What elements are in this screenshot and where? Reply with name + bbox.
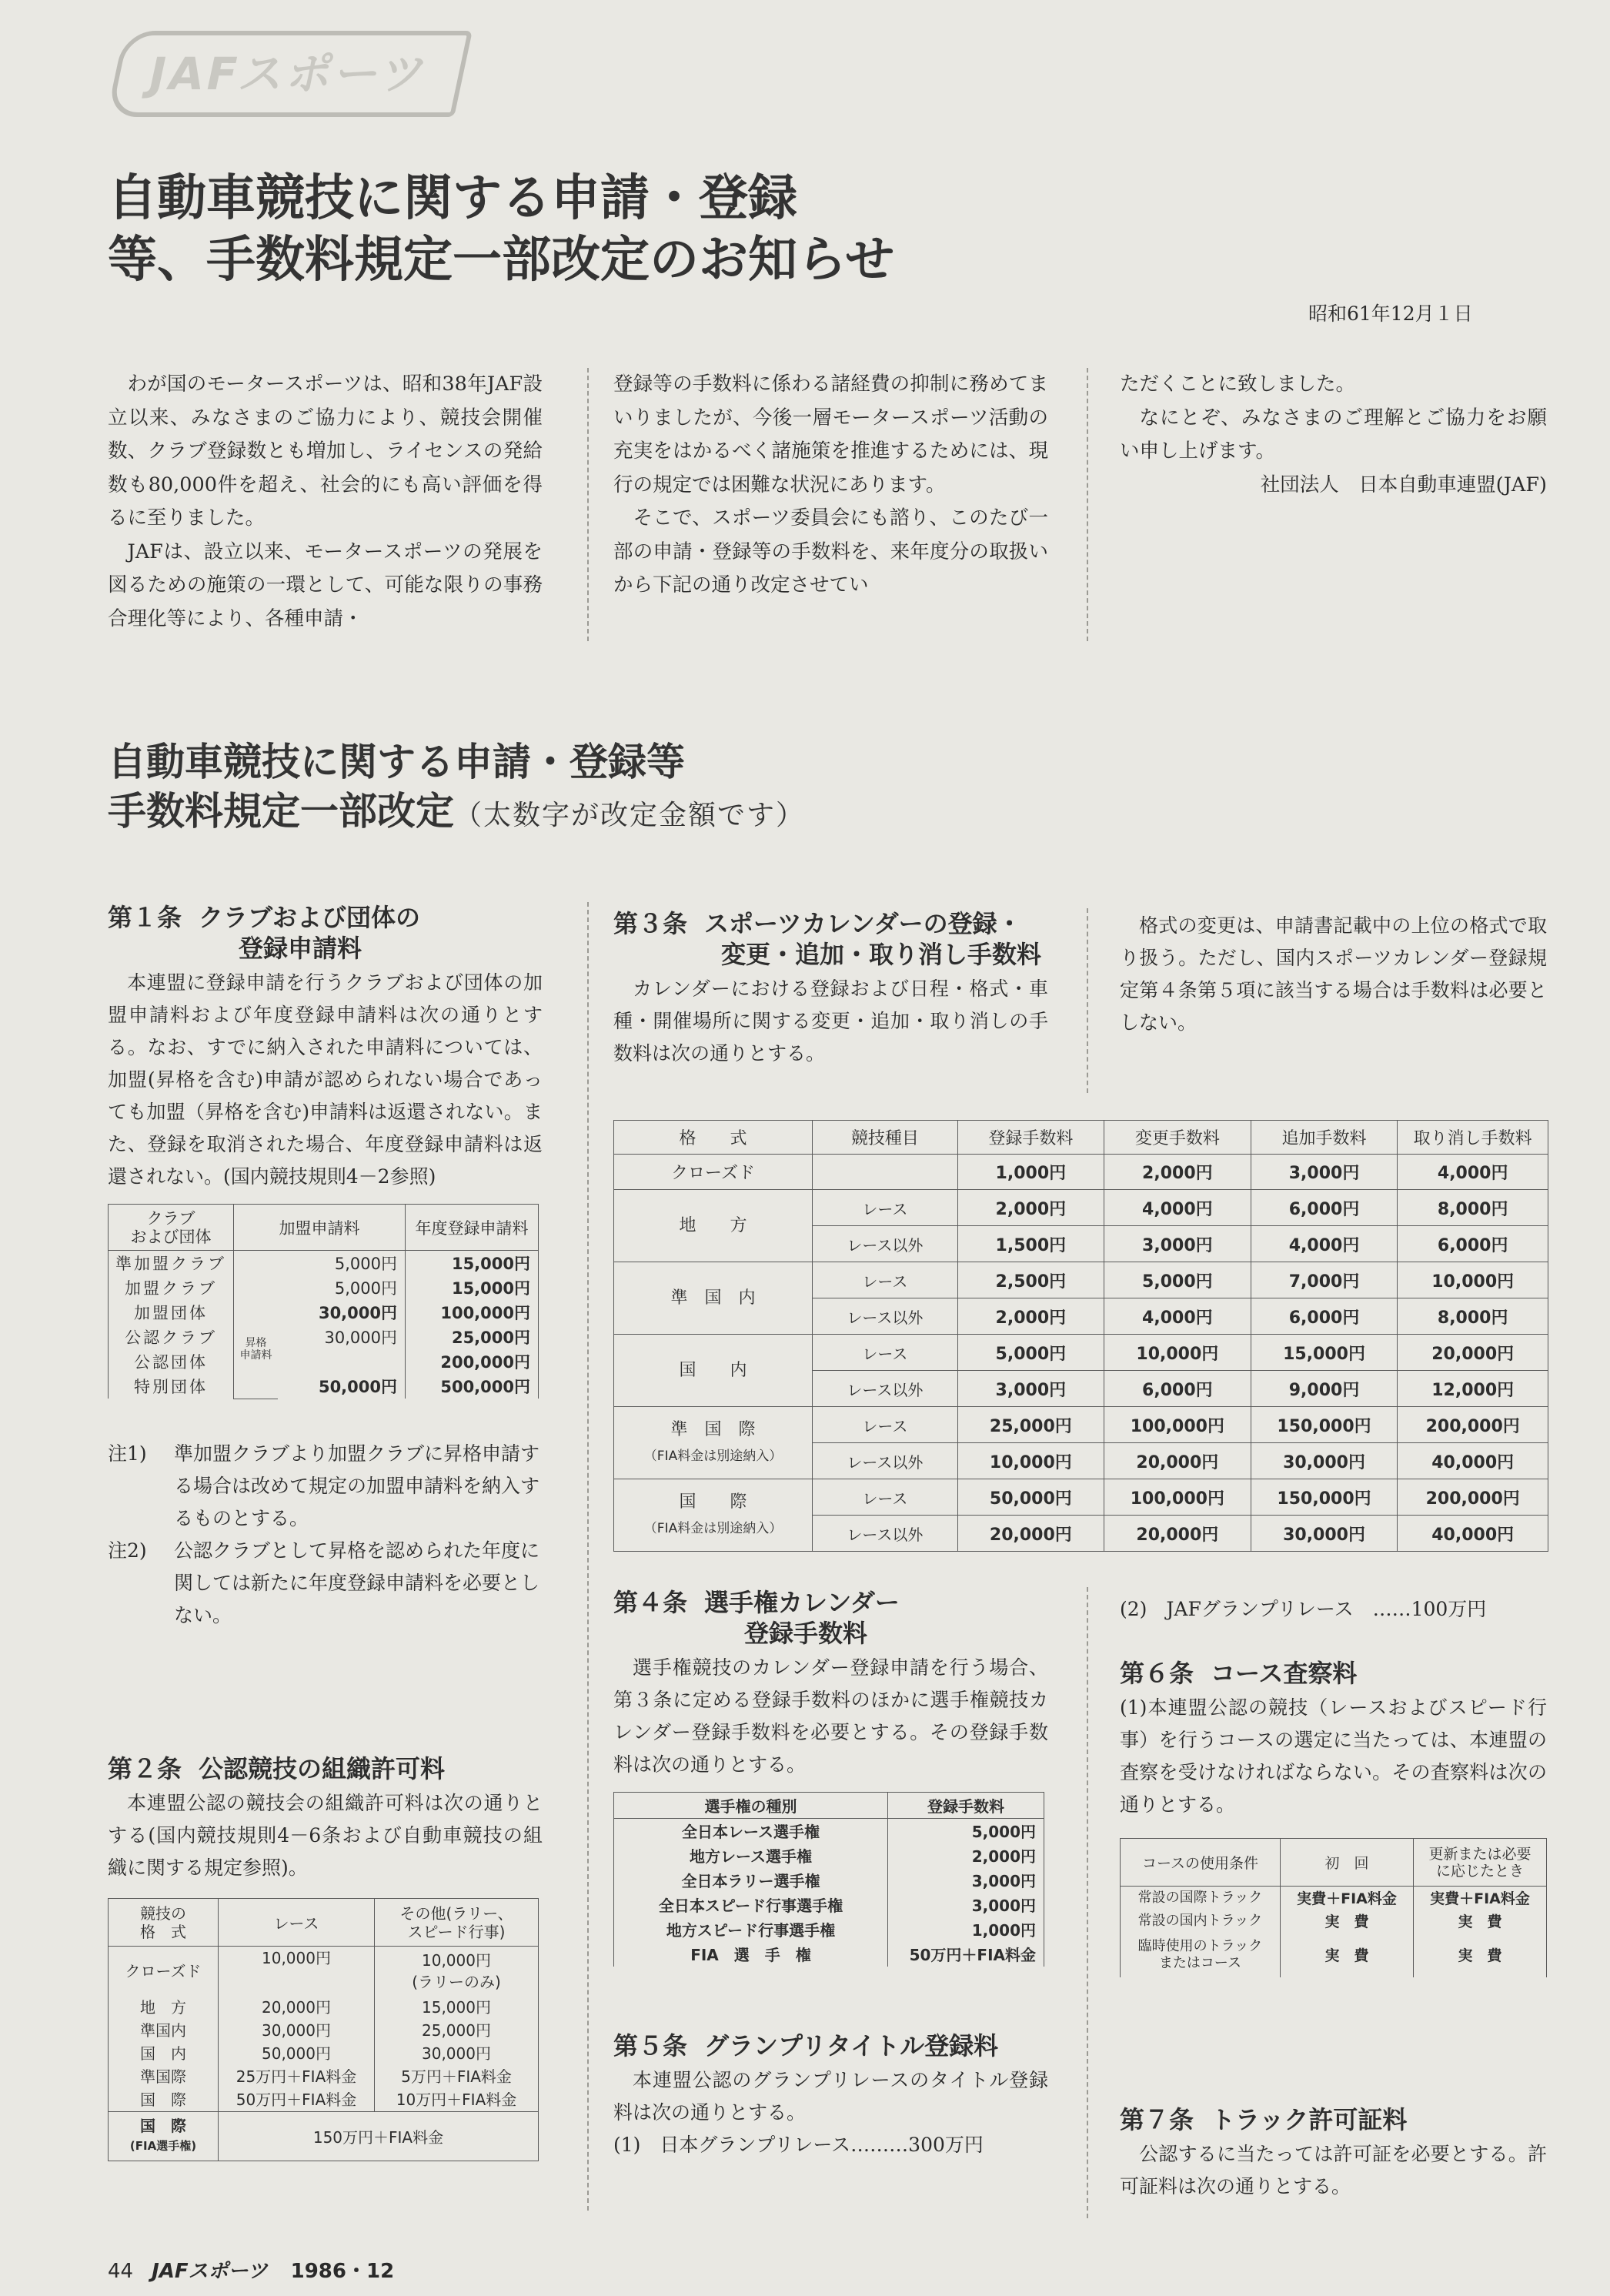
table-cell: 昇格 申請料: [234, 1300, 279, 1399]
article-body: 本連盟に登録申請を行うクラブおよび団体の加盟申請料および年度登録申請料は次の通りとする。なお、すでに納入された申請料については、加盟(昇格を含む)申請が認められない場合であっても加盟（昇格を含む)申請料は返還されない。また、登録を取消された場合、年度登録申請料は返還されない。(国内競技規則4－2参照): [108, 971, 543, 1188]
article-number: 第６条: [1120, 1659, 1194, 1688]
table-header: 格 式: [614, 1121, 813, 1155]
table-cell: レース以外: [813, 1371, 958, 1407]
article-heading: [1120, 2104, 1547, 2135]
note-1: [108, 1438, 543, 1535]
table-cell-text: 地 方: [679, 1215, 747, 1235]
notice-col-2: [613, 368, 1048, 603]
table-cell: 7,000円: [1251, 1262, 1398, 1298]
table-row: [109, 1300, 539, 1325]
table-header: 競技の 格 式: [109, 1899, 219, 1947]
article-number: 第３条: [613, 909, 688, 938]
article-title: コース査察料: [1211, 1659, 1358, 1688]
table-header: クラブ および団体: [109, 1205, 234, 1251]
table-cell: 6,000円: [1251, 1190, 1398, 1226]
table-cell: 9,000円: [1251, 1371, 1398, 1407]
article-heading: [613, 908, 1091, 970]
table-cell: 200,000円: [406, 1349, 539, 1374]
article-body: 格式の変更は、申請書記載中の上位の格式で取り扱う。ただし、国内スポーツカレンダー登録規定第４条第５項に該当する場合は手数料は必要としない。: [1120, 914, 1547, 1034]
table-header: 初 回: [1281, 1839, 1414, 1887]
table-cell: レース: [813, 1335, 958, 1371]
course-inspection-table: [1120, 1838, 1547, 1977]
notice-date: 昭和61年12月１日: [1308, 302, 1473, 325]
list-item: (2) JAFグランプリレース ……100万円: [1120, 1598, 1487, 1620]
article-3: [613, 908, 1091, 1070]
article-heading: [108, 1753, 543, 1784]
table-row: [109, 1325, 539, 1349]
table-row: [614, 1843, 1044, 1868]
article-5: [613, 2030, 1048, 2161]
rules-title-line1: 自動車競技に関する申請・登録等: [108, 740, 685, 784]
article-5-continued: [1120, 1593, 1547, 1626]
table-row: [1121, 1887, 1547, 1910]
table-row: [109, 1374, 539, 1399]
table-header: レース: [219, 1899, 375, 1947]
table-cell: 3,000円: [888, 1868, 1044, 1893]
table-cell: 30,000円: [219, 2019, 375, 2042]
table-cell: 15,000円: [406, 1251, 539, 1276]
table-cell: 常設の国内トラック: [1121, 1910, 1281, 1933]
column-divider: [1087, 368, 1088, 641]
table-header: 登録手数料: [888, 1793, 1044, 1819]
table-cell: 地 方: [109, 1996, 219, 2019]
table-cell: 200,000円: [1398, 1479, 1548, 1516]
table-cell: 20,000円: [219, 1996, 375, 2019]
table-cell: [278, 1349, 406, 1374]
table-cell: レース以外: [813, 1298, 958, 1335]
column-divider: [1087, 908, 1088, 1093]
table-cell: 6,000円: [1251, 1298, 1398, 1335]
table-cell: 50,000円: [219, 2042, 375, 2065]
table-row: [109, 1251, 539, 1276]
table-cell: 5万円＋FIA料金: [375, 2065, 539, 2088]
table-row: [109, 1996, 539, 2019]
article-title-sub: 登録手数料: [744, 1619, 868, 1648]
article-title: 公認競技の組織許可料: [199, 1754, 446, 1783]
article-number: 第１条: [108, 903, 182, 932]
article-heading: [1120, 1658, 1547, 1689]
table-cell: 15,000円: [406, 1275, 539, 1300]
table-cell-text: 国 際: [679, 1492, 747, 1512]
article-3-note: [1120, 910, 1547, 1039]
note-text: 公認クラブとして昇格を認められた年度に関しては新たに年度登録申請料を必要としない。: [174, 1539, 540, 1626]
table-cell: 5,000円: [278, 1251, 406, 1276]
table-cell: 500,000円: [406, 1374, 539, 1399]
table-cell: レース以外: [813, 1443, 958, 1479]
article-title: グランプリタイトル登録料: [704, 2031, 999, 2060]
table-row: [614, 1893, 1044, 1917]
table-cell: 150万円＋FIA料金: [219, 2111, 539, 2161]
table-cell: 4,000円: [1398, 1155, 1548, 1190]
table-cell: 20,000円: [957, 1516, 1104, 1552]
article-body: 公認するに当たっては許可証を必要とする。許可証料は次の通りとする。: [1120, 2143, 1547, 2197]
article-body: 本連盟公認の競技会の組織許可料は次の通りとする(国内競技規則4－6条および自動車競技の組織に関する規定参照)。: [108, 1792, 543, 1879]
table-cell: 2,000円: [888, 1843, 1044, 1868]
table-cell: [234, 1251, 279, 1301]
table-cell: 実 費: [1414, 1910, 1547, 1933]
table-cell: 25万円＋FIA料金: [219, 2065, 375, 2088]
table-cell: 3,000円: [1251, 1155, 1398, 1190]
article-7: [1120, 2104, 1547, 2203]
table-cell: 10万円＋FIA料金: [375, 2088, 539, 2112]
note-text: 準加盟クラブより加盟クラブに昇格申請する場合は改めて規定の加盟申請料を納入するものとする。: [174, 1442, 540, 1529]
notice-paragraph: JAFは、設立以来、モータースポーツの発展を図るための施策の一環として、可能な限りの事務合理化等により、各種申請・: [108, 540, 543, 630]
table-cell: 200,000円: [1398, 1407, 1548, 1443]
column-divider: [587, 902, 589, 2211]
table-cell: レース: [813, 1479, 958, 1516]
article-number: 第４条: [613, 1588, 688, 1617]
article-body: (1)本連盟公認の競技（レースおよびスピード行事）を行うコースの選定に当たっては、本連盟の査察を受けなければならない。その査察料は次の通りとする。: [1120, 1696, 1547, 1816]
table-cell: [109, 2111, 219, 2161]
table-row: [614, 1190, 1548, 1226]
table-cell: [813, 1155, 958, 1190]
table-row: [614, 1868, 1044, 1893]
table-cell: 150,000円: [1251, 1407, 1398, 1443]
table-cell: 3,000円: [1104, 1226, 1251, 1262]
table-cell: レース以外: [813, 1516, 958, 1552]
table-cell: 国 際: [109, 2088, 219, 2112]
table-cell: 4,000円: [1104, 1298, 1251, 1335]
article-number: 第５条: [613, 2031, 688, 2060]
article-body: 本連盟公認のグランプリレースのタイトル登録料は次の通りとする。: [613, 2069, 1048, 2124]
table-row: [109, 1947, 539, 1996]
table-cell: 全日本スピード行事選手権: [614, 1893, 888, 1917]
table-cell: 50,000円: [957, 1479, 1104, 1516]
magazine-name: JAFスポーツ: [152, 2260, 268, 2283]
article-4: [613, 1587, 1048, 1967]
table-cell: 5,000円: [957, 1335, 1104, 1371]
table-cell: レース: [813, 1190, 958, 1226]
table-cell: 30,000円: [278, 1325, 406, 1349]
table-cell: 25,000円: [957, 1407, 1104, 1443]
table-row: [614, 1407, 1548, 1443]
table-cell: 国 内: [109, 2042, 219, 2065]
article-heading: [613, 2030, 1048, 2061]
table-cell-text: 国 際: [140, 2117, 186, 2135]
table-header-row: [614, 1121, 1548, 1155]
table-cell: 15,000円: [1251, 1335, 1398, 1371]
table-cell: 実費＋FIA料金: [1414, 1887, 1547, 1910]
table-cell: 実 費: [1414, 1933, 1547, 1977]
page-number: 44: [108, 2260, 134, 2283]
table-cell: 5,000円: [888, 1819, 1044, 1843]
table-header: その他(ラリー、 スピード行事): [375, 1899, 539, 1947]
notice-col-1: [108, 368, 543, 636]
table-header: 加盟申請料: [234, 1205, 406, 1251]
table-row: [109, 1349, 539, 1374]
table-cell: 常設の国際トラック: [1121, 1887, 1281, 1910]
table-cell-text: 準 国 際: [670, 1419, 756, 1439]
article-title-sub: 登録申請料: [239, 934, 362, 963]
table-header: 追加手数料: [1251, 1121, 1398, 1155]
table-header: 変更手数料: [1104, 1121, 1251, 1155]
table-cell: 10,000円: [957, 1443, 1104, 1479]
table-cell: 1,000円: [957, 1155, 1104, 1190]
notice-paragraph: なにとぞ、みなさまのご理解とご協力をお願い申し上げます。: [1120, 406, 1547, 463]
note-2: [108, 1535, 543, 1632]
table-cell: クローズド: [614, 1155, 813, 1190]
table-cell: [614, 1190, 813, 1262]
table-row: [614, 1942, 1044, 1967]
notice-title-line2: 等、手数料規定一部改定のお知らせ: [108, 232, 895, 289]
note-label: 注2): [108, 1539, 147, 1562]
table-cell: [614, 1335, 813, 1407]
table-cell: 3,000円: [957, 1371, 1104, 1407]
table-cell: 30,000円: [375, 2042, 539, 2065]
rules-title-note: （太数字が改定金額です）: [454, 800, 806, 831]
table-row: [614, 1262, 1548, 1298]
table-cell: 30,000円: [1251, 1516, 1398, 1552]
table-cell: 6,000円: [1104, 1371, 1251, 1407]
article-1-notes: [108, 1438, 543, 1632]
table-cell: 30,000円: [1251, 1443, 1398, 1479]
table-row: [109, 1275, 539, 1300]
article-title-sub: 変更・追加・取り消し手数料: [721, 940, 1042, 969]
table-cell: 40,000円: [1398, 1443, 1548, 1479]
notice-col-3: [1120, 368, 1547, 502]
calendar-fee-table: [613, 1120, 1548, 1552]
table-cell: 地方スピード行事選手権: [614, 1917, 888, 1942]
article-heading: [613, 1587, 1048, 1649]
notice-paragraph: わが国のモータースポーツは、昭和38年JAF設立以来、みなさまのご協力により、競技会開催数、クラブ登録数とも増加し、ライセンスの発給数も80,000件を超え、社会的にも高い評価を得るに至りました。: [108, 373, 543, 530]
table-cell: 実 費: [1281, 1910, 1414, 1933]
table-cell: 25,000円: [375, 2019, 539, 2042]
rules-title: [108, 737, 1031, 841]
table-cell: 2,000円: [957, 1298, 1104, 1335]
table-cell: レース: [813, 1262, 958, 1298]
article-heading: [108, 902, 543, 964]
table-row: [109, 2042, 539, 2065]
table-cell: 全日本ラリー選手権: [614, 1868, 888, 1893]
table-cell: 実費＋FIA料金: [1281, 1887, 1414, 1910]
table-header: 競技種目: [813, 1121, 958, 1155]
table-cell: 2,000円: [957, 1190, 1104, 1226]
table-cell-text: 国 内: [679, 1360, 747, 1380]
table-cell: 準加盟クラブ: [109, 1251, 234, 1276]
notice-paragraph: そこで、スポーツ委員会にも諮り、このたび一部の申請・登録等の手数料を、来年度分の取扱いから下記の通り改定させてい: [613, 506, 1048, 597]
table-cell: 1,500円: [957, 1226, 1104, 1262]
table-row: [614, 1917, 1044, 1942]
rules-title-line2: 手数料規定一部改定: [108, 789, 454, 834]
article-number: 第２条: [108, 1754, 182, 1783]
notice-paragraph: ただくことに致しました。: [1120, 373, 1356, 396]
article-2: [108, 1753, 543, 2161]
table-cell: 準国内: [109, 2019, 219, 2042]
table-cell: 1,000円: [888, 1917, 1044, 1942]
article-body: 選手権競技のカレンダー登録申請を行う場合、第３条に定める登録手数料のほかに選手権競技カレンダー登録手数料を必要とする。その登録手数料は次の通りとする。: [613, 1656, 1048, 1776]
table-cell-text: 準 国 内: [670, 1288, 756, 1308]
table-cell: 加盟団体: [109, 1300, 234, 1325]
table-row: [614, 1819, 1044, 1843]
table-cell: [614, 1407, 813, 1479]
notice-title-line1: 自動車競技に関する申請・登録: [108, 170, 797, 227]
table-cell: 4,000円: [1104, 1190, 1251, 1226]
table-cell: 10,000円: [219, 1947, 375, 1996]
note-label: 注1): [108, 1442, 147, 1465]
table-cell: 8,000円: [1398, 1298, 1548, 1335]
table-row: [614, 1479, 1548, 1516]
table-cell: 30,000円: [278, 1300, 406, 1325]
list-item: (1) 日本グランプリレース………300万円: [613, 2134, 984, 2156]
table-row: [1121, 1933, 1547, 1977]
notice-signature: 社団法人 日本自動車連盟(JAF): [1260, 473, 1547, 496]
table-cell: 10,000円 (ラリーのみ): [375, 1947, 539, 1996]
table-row: [109, 2019, 539, 2042]
table-cell: 100,000円: [1104, 1407, 1251, 1443]
table-cell: 公認団体: [109, 1349, 234, 1374]
table-cell: 公認クラブ: [109, 1325, 234, 1349]
table-row: [614, 1335, 1548, 1371]
table-cell: 6,000円: [1398, 1226, 1548, 1262]
table-header: コースの使用条件: [1121, 1839, 1281, 1887]
table-cell: 4,000円: [1251, 1226, 1398, 1262]
table-cell: 100,000円: [1104, 1479, 1251, 1516]
notice-title: [108, 168, 954, 291]
masthead-logo: JAFスポーツ: [106, 31, 473, 117]
table-cell: 10,000円: [1398, 1262, 1548, 1298]
table-cell: FIA 選 手 権: [614, 1942, 888, 1967]
table-header: 取り消し手数料: [1398, 1121, 1548, 1155]
table-header: 登録手数料: [957, 1121, 1104, 1155]
article-1: [108, 902, 543, 1632]
table-cell: 20,000円: [1398, 1335, 1548, 1371]
page-footer: [108, 2255, 394, 2284]
table-cell: 40,000円: [1398, 1516, 1548, 1552]
article-title: 選手権カレンダー: [704, 1588, 900, 1617]
article-number: 第７条: [1120, 2105, 1194, 2134]
organizing-fee-table: [108, 1898, 539, 2161]
table-cell: 臨時使用のトラック またはコース: [1121, 1933, 1281, 1977]
table-cell: 100,000円: [406, 1300, 539, 1325]
table-header: 年度登録申請料: [406, 1205, 539, 1251]
table-cell: 50万円＋FIA料金: [219, 2088, 375, 2112]
table-cell: 50,000円: [278, 1374, 406, 1399]
table-cell-text: (FIA選手権): [129, 2139, 197, 2153]
table-cell: 3,000円: [888, 1893, 1044, 1917]
table-cell: レース: [813, 1407, 958, 1443]
table-cell: 8,000円: [1398, 1190, 1548, 1226]
table-cell: [614, 1479, 813, 1552]
table-cell-text: （FIA料金は別途納入）: [643, 1448, 783, 1464]
table-cell: レース以外: [813, 1226, 958, 1262]
table-cell: クローズド: [109, 1947, 219, 1996]
table-cell: [614, 1262, 813, 1335]
issue-date: 1986・12: [290, 2260, 395, 2283]
table-cell: 2,000円: [1104, 1155, 1251, 1190]
table-cell-text: （FIA料金は別途納入）: [643, 1520, 783, 1536]
table-cell: 地方レース選手権: [614, 1843, 888, 1868]
table-cell: 50万円＋FIA料金: [888, 1942, 1044, 1967]
table-header: 選手権の種別: [614, 1793, 888, 1819]
column-divider: [1087, 1587, 1088, 2218]
article-6: [1120, 1658, 1547, 1977]
table-cell: 2,500円: [957, 1262, 1104, 1298]
notice-paragraph: 登録等の手数料に係わる諸経費の抑制に務めてまいりましたが、今後一層モータースポーツ活動の充実をはかるべく諸施策を推進するためには、現行の規定では困難な状況にあります。: [613, 373, 1048, 496]
table-cell: 特別団体: [109, 1374, 234, 1399]
article-title: スポーツカレンダーの登録・: [704, 909, 1022, 938]
table-cell: 150,000円: [1251, 1479, 1398, 1516]
table-cell: 5,000円: [1104, 1262, 1251, 1298]
table-cell: 実 費: [1281, 1933, 1414, 1977]
table-row: [614, 1155, 1548, 1190]
club-fee-table: [108, 1204, 539, 1399]
table-row: [109, 2065, 539, 2088]
table-cell: 25,000円: [406, 1325, 539, 1349]
table-cell: 20,000円: [1104, 1516, 1251, 1552]
table-cell: 20,000円: [1104, 1443, 1251, 1479]
article-body: カレンダーにおける登録および日程・格式・車種・開催場所に関する変更・追加・取り消しの手数料は次の通りとする。: [613, 978, 1048, 1064]
article-title: トラック許可証料: [1211, 2105, 1408, 2134]
table-cell: 準国際: [109, 2065, 219, 2088]
table-cell: 加盟クラブ: [109, 1275, 234, 1300]
table-cell: 15,000円: [375, 1996, 539, 2019]
article-title: クラブおよび団体の: [199, 903, 421, 932]
table-cell: 10,000円: [1104, 1335, 1251, 1371]
table-cell: 5,000円: [278, 1275, 406, 1300]
column-divider: [587, 368, 589, 641]
table-cell: 全日本レース選手権: [614, 1819, 888, 1843]
table-row: [1121, 1910, 1547, 1933]
table-cell: 12,000円: [1398, 1371, 1548, 1407]
table-row: [109, 2088, 539, 2112]
championship-fee-table: [613, 1792, 1044, 1967]
table-header: 更新または必要 に応じたとき: [1414, 1839, 1547, 1887]
